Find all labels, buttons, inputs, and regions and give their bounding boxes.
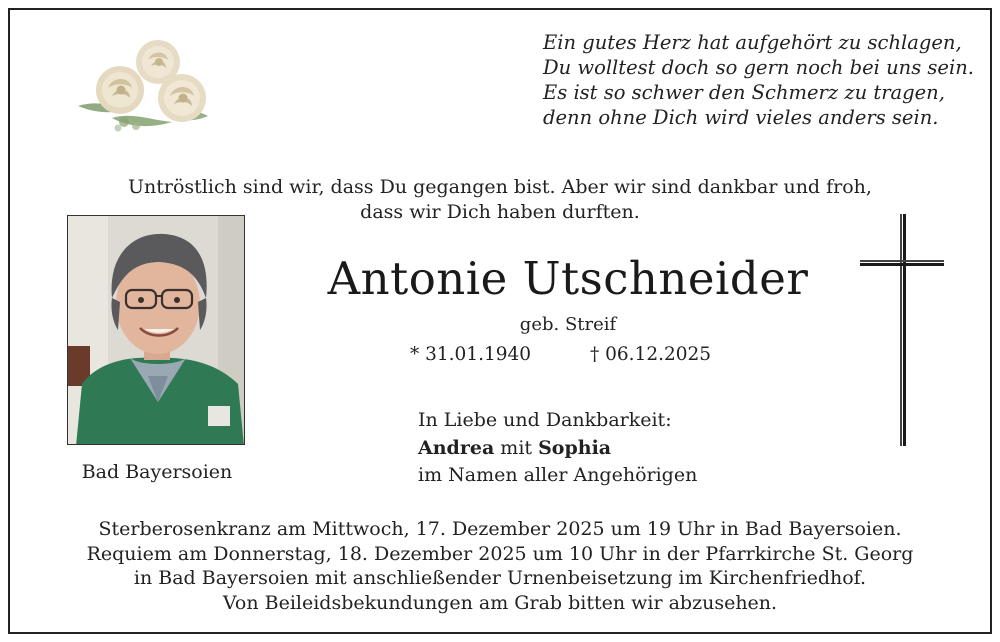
thanks-line: In Liebe und Dankbarkeit: [418, 409, 672, 431]
poem-line: Ein gutes Herz hat aufgehört zu schlagen, [543, 31, 962, 54]
service-line: Sterberosenkranz am Mittwoch, 17. Dezember 2025 um 19 Uhr in Bad Bayersoien. [98, 518, 902, 540]
place-of-residence: Bad Bayersoien [81, 461, 233, 483]
birth-date: * 31.01.1940 [410, 344, 532, 365]
intro-line: dass wir Dich haben durften. [360, 201, 640, 223]
signatories [418, 407, 818, 490]
white-roses-icon [72, 36, 212, 140]
service-line: Von Beileidsbekundungen am Grab bitten wir abzusehen. [222, 591, 778, 614]
mourner-name: Andrea [418, 436, 495, 459]
service-line: Requiem am Donnerstag, 18. Dezember 2025 um 10 Uhr in der Pfarrkirche St. Georg [86, 542, 914, 565]
mourner-name: Sophia [538, 436, 612, 459]
poem-line: Du wolltest doch so gern noch bei uns sein. [543, 56, 974, 79]
poem-line: Es ist so schwer den Schmerz zu tragen, [543, 81, 945, 104]
mourners-line [418, 435, 818, 463]
relatives-line: im Namen aller Angehörigen [418, 464, 698, 486]
mourner-connector: mit [494, 436, 539, 459]
service-line: in Bad Bayersoien mit anschließender Urnenbeisetzung im Kirchenfriedhof. [133, 567, 867, 589]
born-name: geb. Streif [519, 314, 617, 335]
cross-icon [860, 214, 944, 446]
poem-line: denn ohne Dich wird vieles anders sein. [543, 106, 939, 129]
deceased-name: Antonie Utschneider [327, 252, 809, 305]
death-date: † 06.12.2025 [590, 344, 712, 365]
intro-line: Untröstlich sind wir, dass Du gegangen bist. Aber wir sind dankbar und froh, [128, 176, 872, 198]
portrait-image [68, 216, 245, 445]
poem [543, 30, 983, 130]
portrait-photo [67, 215, 245, 445]
service-details [0, 517, 1000, 615]
